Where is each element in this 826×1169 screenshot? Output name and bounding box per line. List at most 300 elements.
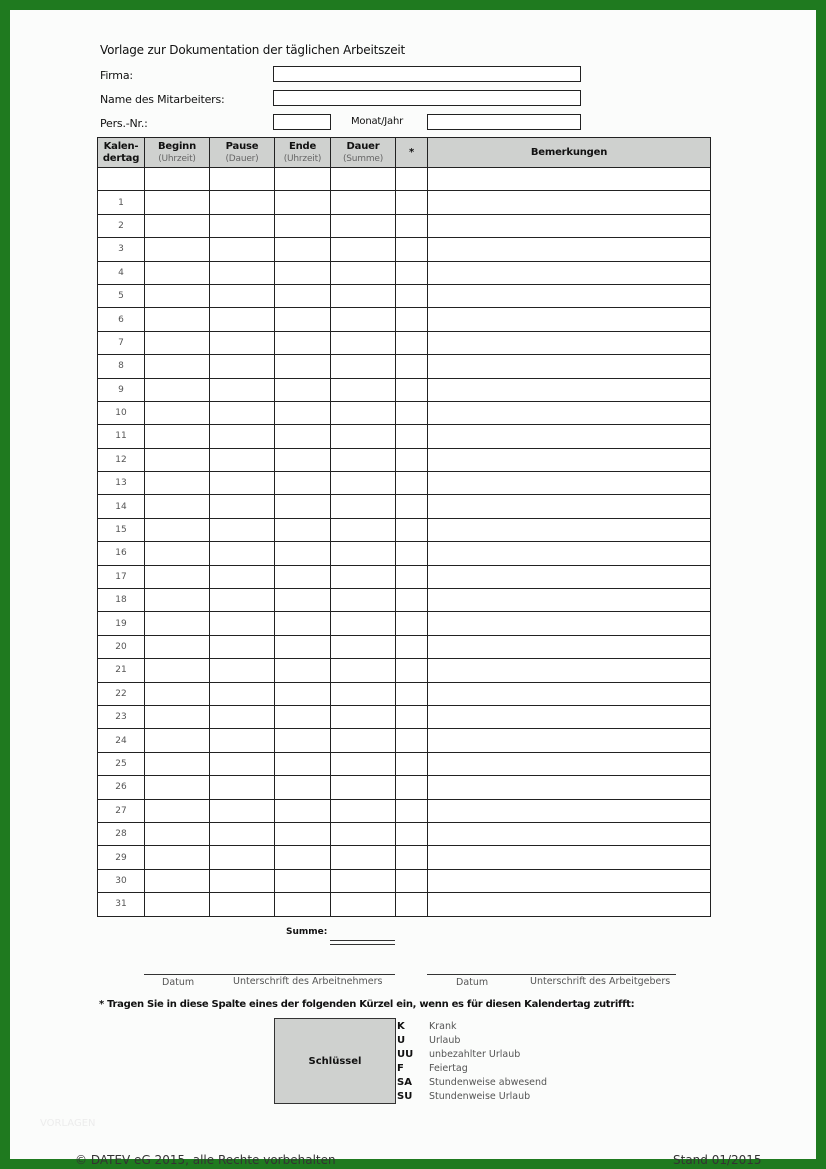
day-cell: 7	[98, 331, 145, 354]
table-row	[98, 682, 711, 705]
day-cell: 25	[98, 752, 145, 775]
entry-cell[interactable]	[428, 168, 711, 191]
employee-date-label: Datum	[162, 977, 195, 988]
entry-cell[interactable]	[210, 308, 275, 331]
entry-cell[interactable]	[428, 495, 711, 518]
entry-cell[interactable]	[396, 893, 428, 916]
day-cell: 30	[98, 869, 145, 892]
entry-cell[interactable]	[396, 425, 428, 448]
entry-cell[interactable]	[145, 355, 210, 378]
entry-cell[interactable]	[396, 565, 428, 588]
entry-cell[interactable]	[396, 542, 428, 565]
entry-cell[interactable]	[145, 472, 210, 495]
entry-cell[interactable]	[275, 168, 331, 191]
entry-cell[interactable]	[331, 495, 396, 518]
key-code: SA	[397, 1077, 412, 1088]
entry-cell[interactable]	[275, 472, 331, 495]
entry-cell[interactable]	[210, 846, 275, 869]
entry-cell[interactable]	[428, 284, 711, 307]
entry-cell[interactable]	[428, 448, 711, 471]
key-code: F	[397, 1063, 404, 1074]
table-row	[98, 893, 711, 916]
table-row	[98, 635, 711, 658]
entry-cell[interactable]	[331, 893, 396, 916]
entry-cell[interactable]	[145, 846, 210, 869]
key-code: SU	[397, 1091, 413, 1102]
entry-cell[interactable]	[275, 682, 331, 705]
entry-cell[interactable]	[145, 168, 210, 191]
day-cell: 18	[98, 589, 145, 612]
entry-cell[interactable]	[145, 565, 210, 588]
day-cell: 2	[98, 214, 145, 237]
table-row	[98, 214, 711, 237]
entry-cell[interactable]	[210, 518, 275, 541]
day-cell: 16	[98, 542, 145, 565]
entry-cell[interactable]	[428, 799, 711, 822]
entry-cell[interactable]	[210, 542, 275, 565]
entry-cell[interactable]	[428, 682, 711, 705]
entry-cell[interactable]	[428, 635, 711, 658]
entry-cell[interactable]	[210, 729, 275, 752]
day-cell: 3	[98, 238, 145, 261]
entry-cell[interactable]	[210, 214, 275, 237]
entry-cell[interactable]	[275, 799, 331, 822]
entry-cell[interactable]	[331, 729, 396, 752]
day-cell: 13	[98, 472, 145, 495]
monat-label: Monat/Jahr	[351, 116, 404, 127]
timesheet-page	[10, 10, 816, 1167]
entry-cell[interactable]	[428, 846, 711, 869]
day-cell	[98, 168, 145, 191]
entry-cell[interactable]	[331, 214, 396, 237]
column-header-1	[145, 138, 210, 168]
entry-cell[interactable]	[396, 799, 428, 822]
entry-cell[interactable]	[396, 261, 428, 284]
entry-cell[interactable]	[275, 238, 331, 261]
table-row	[98, 191, 711, 214]
entry-cell[interactable]	[275, 308, 331, 331]
table-row	[98, 401, 711, 424]
entry-cell[interactable]	[331, 869, 396, 892]
entry-cell[interactable]	[396, 846, 428, 869]
key-box	[274, 1018, 396, 1104]
entry-cell[interactable]	[275, 378, 331, 401]
entry-cell[interactable]	[396, 168, 428, 191]
entry-cell[interactable]	[275, 729, 331, 752]
entry-cell[interactable]	[145, 589, 210, 612]
day-cell: 6	[98, 308, 145, 331]
entry-cell[interactable]	[396, 214, 428, 237]
entry-cell[interactable]	[396, 659, 428, 682]
persnr-field[interactable]	[273, 114, 331, 130]
key-item	[397, 1076, 547, 1090]
entry-cell[interactable]	[331, 822, 396, 845]
entry-cell[interactable]	[331, 378, 396, 401]
entry-cell[interactable]	[210, 589, 275, 612]
table-row	[98, 518, 711, 541]
entry-cell[interactable]	[275, 846, 331, 869]
entry-cell[interactable]	[145, 401, 210, 424]
key-description: Urlaub	[429, 1035, 461, 1046]
entry-cell[interactable]	[428, 705, 711, 728]
column-title: Beginn	[157, 140, 197, 152]
column-title: *	[408, 146, 415, 158]
entry-cell[interactable]	[145, 425, 210, 448]
entry-cell[interactable]	[275, 284, 331, 307]
entry-cell[interactable]	[331, 401, 396, 424]
monat-field[interactable]	[427, 114, 581, 130]
entry-cell[interactable]	[331, 612, 396, 635]
key-box-label: Schlüssel	[308, 1055, 362, 1067]
entry-cell[interactable]	[331, 799, 396, 822]
entry-cell[interactable]	[331, 448, 396, 471]
entry-cell[interactable]	[210, 425, 275, 448]
entry-cell[interactable]	[428, 869, 711, 892]
key-item	[397, 1062, 547, 1076]
entry-cell[interactable]	[210, 776, 275, 799]
day-cell: 19	[98, 612, 145, 635]
entry-cell[interactable]	[428, 729, 711, 752]
entry-cell[interactable]	[428, 191, 711, 214]
entry-cell[interactable]	[275, 495, 331, 518]
page-title: Vorlage zur Dokumentation der täglichen Arbeitszeit	[100, 43, 406, 57]
table-row	[98, 705, 711, 728]
entry-cell[interactable]	[428, 401, 711, 424]
column-subtitle: (Uhrzeit)	[158, 153, 196, 164]
entry-cell[interactable]	[145, 448, 210, 471]
time-table	[97, 137, 711, 917]
entry-cell[interactable]	[210, 659, 275, 682]
entry-cell[interactable]	[145, 705, 210, 728]
entry-cell[interactable]	[331, 238, 396, 261]
entry-cell[interactable]	[275, 589, 331, 612]
entry-cell[interactable]	[331, 284, 396, 307]
day-cell: 29	[98, 846, 145, 869]
entry-cell[interactable]	[428, 565, 711, 588]
column-title: Dauer	[346, 140, 380, 152]
table-row	[98, 355, 711, 378]
entry-cell[interactable]	[275, 752, 331, 775]
entry-cell[interactable]	[331, 168, 396, 191]
entry-cell[interactable]	[210, 612, 275, 635]
entry-cell[interactable]	[210, 565, 275, 588]
entry-cell[interactable]	[275, 565, 331, 588]
entry-cell[interactable]	[210, 261, 275, 284]
entry-cell[interactable]	[331, 659, 396, 682]
entry-cell[interactable]	[210, 799, 275, 822]
entry-cell[interactable]	[428, 378, 711, 401]
entry-cell[interactable]	[210, 495, 275, 518]
entry-cell[interactable]	[428, 214, 711, 237]
table-row	[98, 729, 711, 752]
entry-cell[interactable]	[428, 425, 711, 448]
column-header-2	[210, 138, 275, 168]
table-row	[98, 776, 711, 799]
table-row	[98, 425, 711, 448]
entry-cell[interactable]	[210, 448, 275, 471]
entry-cell[interactable]	[145, 214, 210, 237]
entry-cell[interactable]	[331, 752, 396, 775]
entry-cell[interactable]	[428, 542, 711, 565]
mitarbeiter-label: Name des Mitarbeiters:	[100, 93, 225, 106]
entry-cell[interactable]	[145, 822, 210, 845]
entry-cell[interactable]	[275, 331, 331, 354]
entry-cell[interactable]	[210, 635, 275, 658]
entry-cell[interactable]	[275, 705, 331, 728]
key-description: Feiertag	[429, 1063, 468, 1074]
entry-cell[interactable]	[275, 261, 331, 284]
entry-cell[interactable]	[275, 401, 331, 424]
entry-cell[interactable]	[145, 238, 210, 261]
entry-cell[interactable]	[428, 518, 711, 541]
day-cell: 23	[98, 705, 145, 728]
table-row	[98, 472, 711, 495]
entry-cell[interactable]	[428, 589, 711, 612]
entry-cell[interactable]	[210, 331, 275, 354]
key-description: Stundenweise abwesend	[429, 1077, 548, 1088]
entry-cell[interactable]	[331, 355, 396, 378]
entry-cell[interactable]	[145, 378, 210, 401]
entry-cell[interactable]	[331, 565, 396, 588]
entry-cell[interactable]	[210, 472, 275, 495]
key-item	[397, 1048, 547, 1062]
entry-cell[interactable]	[396, 331, 428, 354]
entry-cell[interactable]	[428, 776, 711, 799]
entry-cell[interactable]	[275, 518, 331, 541]
entry-cell[interactable]	[210, 378, 275, 401]
entry-cell[interactable]	[210, 238, 275, 261]
entry-cell[interactable]	[210, 401, 275, 424]
employer-sign-label: Unterschrift des Arbeitgebers	[530, 976, 671, 987]
entry-cell[interactable]	[428, 612, 711, 635]
entry-cell[interactable]	[331, 331, 396, 354]
entry-cell[interactable]	[396, 448, 428, 471]
entry-cell[interactable]	[428, 893, 711, 916]
column-subtitle: (Summe)	[342, 153, 384, 164]
entry-cell[interactable]	[396, 635, 428, 658]
entry-cell[interactable]	[145, 191, 210, 214]
entry-cell[interactable]	[275, 191, 331, 214]
entry-cell[interactable]	[428, 261, 711, 284]
key-description: Stundenweise Urlaub	[429, 1091, 531, 1102]
entry-cell[interactable]	[428, 822, 711, 845]
entry-cell[interactable]	[210, 284, 275, 307]
table-row	[98, 846, 711, 869]
column-header-0	[98, 138, 145, 168]
entry-cell[interactable]	[331, 261, 396, 284]
column-title: Bemerkungen	[530, 146, 608, 158]
day-cell: 17	[98, 565, 145, 588]
day-cell: 9	[98, 378, 145, 401]
entry-cell[interactable]	[396, 822, 428, 845]
entry-cell[interactable]	[145, 308, 210, 331]
entry-cell[interactable]	[145, 752, 210, 775]
entry-cell[interactable]	[275, 659, 331, 682]
table-body	[98, 168, 711, 917]
entry-cell[interactable]	[396, 472, 428, 495]
entry-cell[interactable]	[396, 401, 428, 424]
entry-cell[interactable]	[396, 682, 428, 705]
entry-cell[interactable]	[396, 869, 428, 892]
entry-cell[interactable]	[396, 612, 428, 635]
day-cell: 4	[98, 261, 145, 284]
entry-cell[interactable]	[275, 542, 331, 565]
key-description: Krank	[429, 1021, 457, 1032]
entry-cell[interactable]	[275, 425, 331, 448]
key-note: * Tragen Sie in diese Spalte eines der folgenden Kürzel ein, wenn es für diesen Kalendertag zutrifft:	[99, 999, 635, 1010]
day-cell: 26	[98, 776, 145, 799]
table-row	[98, 822, 711, 845]
column-header-3	[275, 138, 331, 168]
entry-cell[interactable]	[396, 752, 428, 775]
entry-cell[interactable]	[145, 776, 210, 799]
entry-cell[interactable]	[210, 822, 275, 845]
entry-cell[interactable]	[145, 659, 210, 682]
entry-cell[interactable]	[210, 893, 275, 916]
entry-cell[interactable]	[210, 869, 275, 892]
entry-cell[interactable]	[331, 682, 396, 705]
entry-cell[interactable]	[210, 752, 275, 775]
entry-cell[interactable]	[210, 705, 275, 728]
entry-cell[interactable]	[428, 659, 711, 682]
entry-cell[interactable]	[396, 378, 428, 401]
entry-cell[interactable]	[428, 238, 711, 261]
entry-cell[interactable]	[331, 776, 396, 799]
entry-cell[interactable]	[331, 705, 396, 728]
day-cell: 22	[98, 682, 145, 705]
entry-cell[interactable]	[275, 635, 331, 658]
entry-cell[interactable]	[145, 635, 210, 658]
entry-cell[interactable]	[275, 448, 331, 471]
entry-cell[interactable]	[210, 191, 275, 214]
entry-cell[interactable]	[145, 612, 210, 635]
table-row	[98, 331, 711, 354]
mitarbeiter-field[interactable]	[273, 90, 581, 106]
entry-cell[interactable]	[275, 869, 331, 892]
entry-cell[interactable]	[396, 238, 428, 261]
entry-cell[interactable]	[428, 355, 711, 378]
entry-cell[interactable]	[145, 495, 210, 518]
entry-cell[interactable]	[275, 214, 331, 237]
entry-cell[interactable]	[331, 542, 396, 565]
entry-cell[interactable]	[331, 518, 396, 541]
key-item	[397, 1020, 547, 1034]
entry-cell[interactable]	[145, 893, 210, 916]
entry-cell[interactable]	[331, 472, 396, 495]
entry-cell[interactable]	[331, 846, 396, 869]
entry-cell[interactable]	[396, 191, 428, 214]
entry-cell[interactable]	[331, 191, 396, 214]
day-cell: 28	[98, 822, 145, 845]
employer-signature-line	[427, 974, 676, 975]
entry-cell[interactable]	[428, 472, 711, 495]
entry-cell[interactable]	[145, 799, 210, 822]
entry-cell[interactable]	[145, 284, 210, 307]
entry-cell[interactable]	[145, 542, 210, 565]
entry-cell[interactable]	[275, 776, 331, 799]
entry-cell[interactable]	[275, 612, 331, 635]
entry-cell[interactable]	[331, 589, 396, 612]
day-cell: 21	[98, 659, 145, 682]
table-row	[98, 612, 711, 635]
column-title: Kalen- dertag	[102, 140, 140, 164]
table-row	[98, 261, 711, 284]
key-code: UU	[397, 1049, 414, 1060]
day-cell: 14	[98, 495, 145, 518]
entry-cell[interactable]	[396, 776, 428, 799]
table-row	[98, 495, 711, 518]
day-cell: 12	[98, 448, 145, 471]
entry-cell[interactable]	[145, 729, 210, 752]
entry-cell[interactable]	[428, 331, 711, 354]
entry-cell[interactable]	[396, 495, 428, 518]
column-header-4	[331, 138, 396, 168]
entry-cell[interactable]	[396, 705, 428, 728]
persnr-label: Pers.-Nr.:	[100, 117, 148, 130]
day-cell: 8	[98, 355, 145, 378]
entry-cell[interactable]	[145, 682, 210, 705]
table-row	[98, 869, 711, 892]
column-subtitle: (Dauer)	[225, 153, 259, 164]
firma-field[interactable]	[273, 66, 581, 82]
entry-cell[interactable]	[210, 168, 275, 191]
key-code: U	[397, 1035, 406, 1046]
table-row	[98, 752, 711, 775]
entry-cell[interactable]	[396, 518, 428, 541]
entry-cell[interactable]	[331, 635, 396, 658]
day-cell: 10	[98, 401, 145, 424]
day-cell: 5	[98, 284, 145, 307]
entry-cell[interactable]	[396, 308, 428, 331]
entry-cell[interactable]	[145, 518, 210, 541]
watermark: VORLAGEN	[40, 1118, 96, 1129]
entry-cell[interactable]	[396, 284, 428, 307]
table-row	[98, 308, 711, 331]
firma-label: Firma:	[100, 69, 133, 82]
key-description: unbezahlter Urlaub	[429, 1049, 521, 1060]
entry-cell[interactable]	[428, 308, 711, 331]
table-row	[98, 659, 711, 682]
key-item	[397, 1090, 547, 1104]
entry-cell[interactable]	[145, 869, 210, 892]
entry-cell[interactable]	[210, 682, 275, 705]
table-header-row	[98, 138, 711, 168]
summe-label: Summe:	[286, 927, 328, 937]
table-row	[98, 448, 711, 471]
table-row	[98, 168, 711, 191]
entry-cell[interactable]	[275, 822, 331, 845]
column-title: Ende	[288, 140, 317, 152]
entry-cell[interactable]	[275, 893, 331, 916]
entry-cell[interactable]	[275, 355, 331, 378]
day-cell: 24	[98, 729, 145, 752]
entry-cell[interactable]	[331, 308, 396, 331]
entry-cell[interactable]	[145, 331, 210, 354]
entry-cell[interactable]	[396, 355, 428, 378]
entry-cell[interactable]	[210, 355, 275, 378]
entry-cell[interactable]	[331, 425, 396, 448]
entry-cell[interactable]	[428, 752, 711, 775]
day-cell: 1	[98, 191, 145, 214]
entry-cell[interactable]	[396, 589, 428, 612]
key-code: K	[397, 1021, 405, 1032]
entry-cell[interactable]	[396, 729, 428, 752]
entry-cell[interactable]	[145, 261, 210, 284]
column-header-6	[428, 138, 711, 168]
day-cell: 27	[98, 799, 145, 822]
table-row	[98, 284, 711, 307]
key-list	[397, 1020, 547, 1104]
